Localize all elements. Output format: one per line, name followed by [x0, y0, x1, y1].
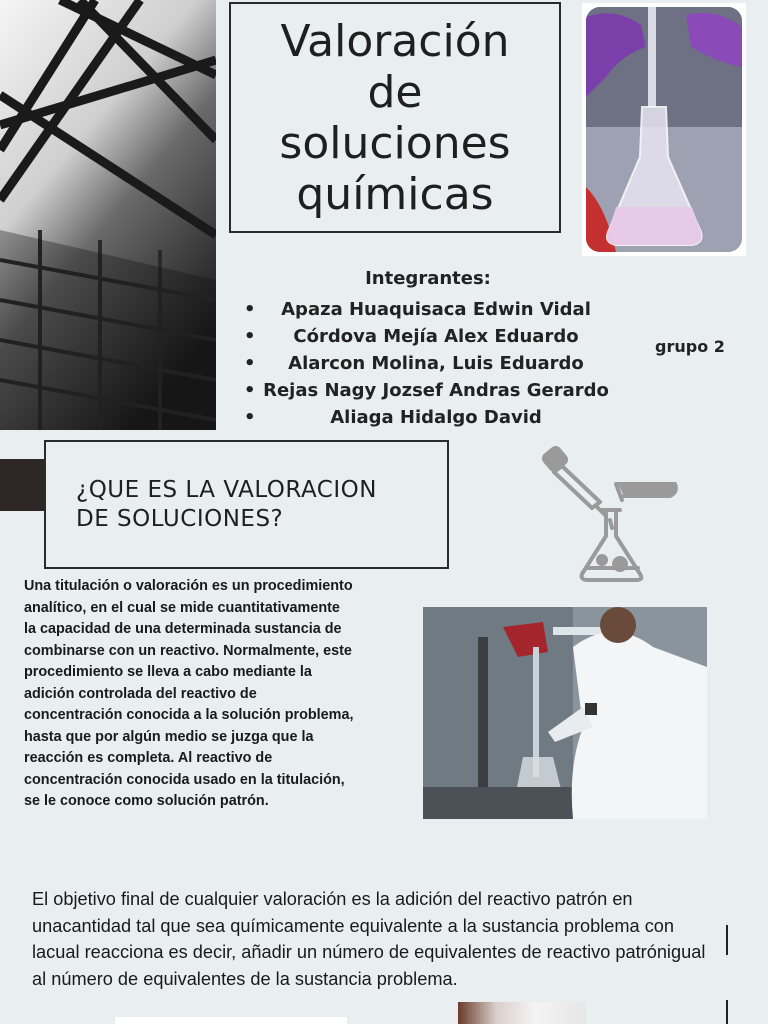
member-item: • Rejas Nagy Jozsef Andras Gerardo [240, 377, 610, 404]
members-list [240, 296, 610, 431]
definition-paragraph: Una titulación o valoración es un procedimiento analítico, en el cual se mide cuantitativamente la capacidad de una determinada sustancia de combinarse con un reactivo. Normalmente, este procedimiento se lleva a cabo mediante la adición controlada del reactivo de concentración conocida a la solución problema, hasta que por algún medio se juzga que la reacción es completa. Al reactivo de concentración conocida usado en la titulación, se le conoce como solución patrón. [24, 578, 354, 809]
section-heading-box [44, 440, 449, 569]
members-section [240, 266, 610, 431]
member-item: • Aliaga Hidalgo David [240, 404, 610, 431]
title-box [229, 2, 561, 233]
bottom-left-image [115, 1017, 347, 1024]
member-item: • Córdova Mejía Alex Eduardo [240, 323, 610, 350]
member-item: • Alarcon Molina, Luis Eduardo [240, 350, 610, 377]
document-title: Valoración de soluciones químicas [279, 15, 511, 220]
titration-flask-photo [582, 3, 746, 256]
decorative-bar [0, 459, 44, 511]
member-item: • Apaza Huaquisaca Edwin Vidal [240, 296, 610, 323]
bottom-right-image [458, 1002, 586, 1024]
dropper-flask-icon [540, 444, 685, 584]
lab-scientist-photo [423, 607, 707, 819]
members-heading: Integrantes: [365, 268, 491, 289]
divider-line [726, 925, 728, 955]
divider-line [726, 1000, 728, 1024]
objective-paragraph: El objetivo final de cualquier valoración es la adición del reactivo patrón en unacantidad tal que sea químicamente equivalente a la sustancia problema con lacual reacciona es decir, añadir un número de equivalentes de reactivo patrónigual al número de equivalentes de la sustancia problema. [32, 889, 706, 989]
section-heading: ¿QUE ES LA VALORACION DE SOLUCIONES? [76, 476, 377, 532]
group-label: grupo 2 [655, 337, 725, 356]
architecture-photo [0, 0, 216, 430]
